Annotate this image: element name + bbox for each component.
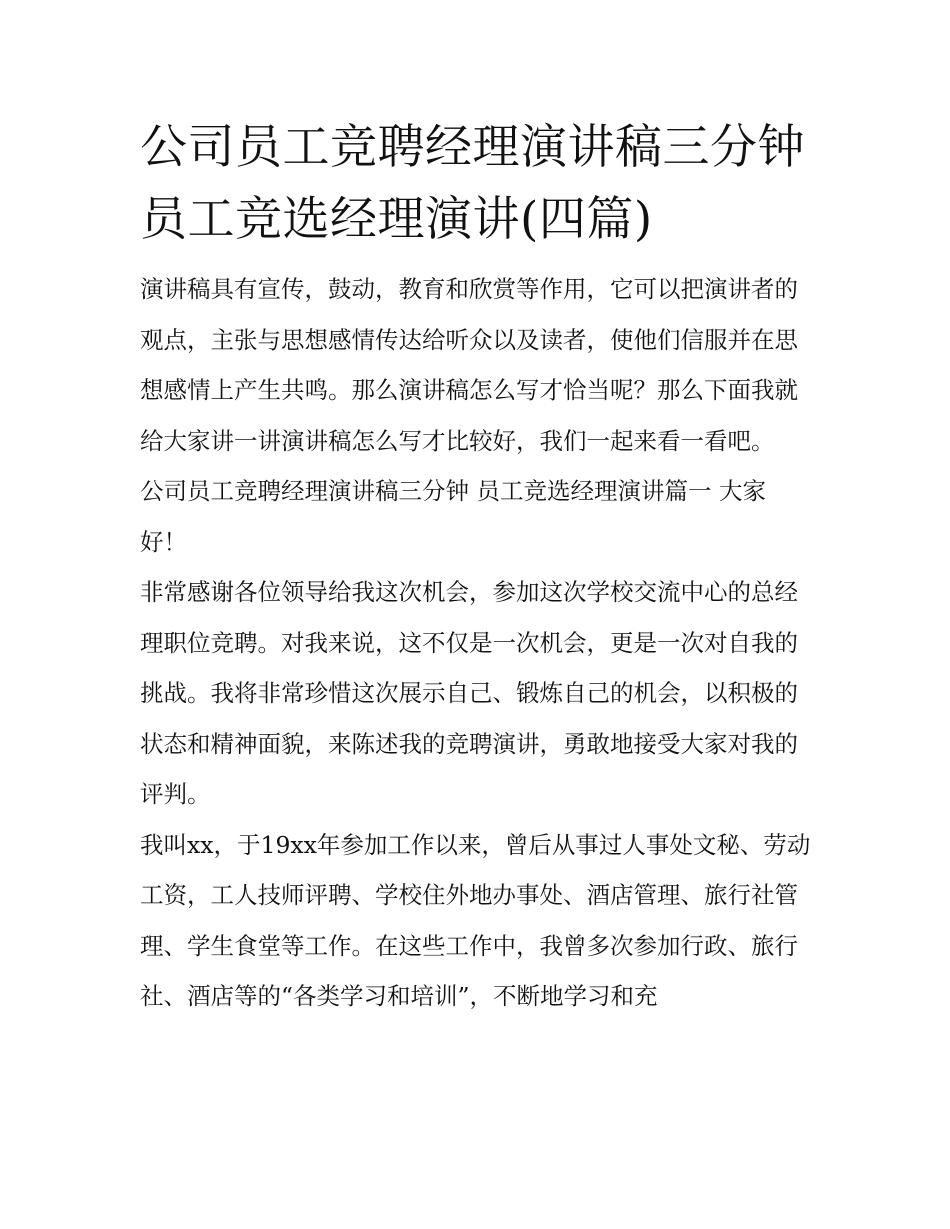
body-paragraph: 我叫xx，于19xx年参加工作以来，曾后从事过人事处文秘、劳动工资，工人技师评聘、学校住外地办事处、酒店管理、旅行社管理、学生食堂等工作。在这些工作中，我曾多次参加行政、旅行社、酒店等的“各类学习和培训”，不断地学习和充 xyxy=(140,830,811,1010)
document-body xyxy=(140,112,812,1022)
section-heading-paragraph: 公司员工竞聘经理演讲稿三分钟 员工竞选经理演讲篇一 大家好！ xyxy=(140,477,766,556)
body-paragraph: 非常感谢各位领导给我这次机会，参加这次学校交流中心的总经理职位竞聘。对我来说，这不仅是一次机会，更是一次对自我的挑战。我将非常珍惜这次展示自己、锻炼自己的机会，以积极的状态和精神面貌，来陈述我的竞聘演讲，勇敢地接受大家对我的评判。 xyxy=(140,578,798,808)
document-title: 公司员工竞聘经理演讲稿三分钟 员工竞选经理演讲(四篇) xyxy=(140,120,805,247)
intro-paragraph: 演讲稿具有宣传，鼓动，教育和欣赏等作用，它可以把演讲者的观点，主张与思想感情传达给听众以及读者，使他们信服并在思想感情上产生共鸣。那么演讲稿怎么写才恰当呢？那么下面我就给大家讲一讲演讲稿怎么写才比较好，我们一起来看一看吧。 xyxy=(140,275,798,455)
